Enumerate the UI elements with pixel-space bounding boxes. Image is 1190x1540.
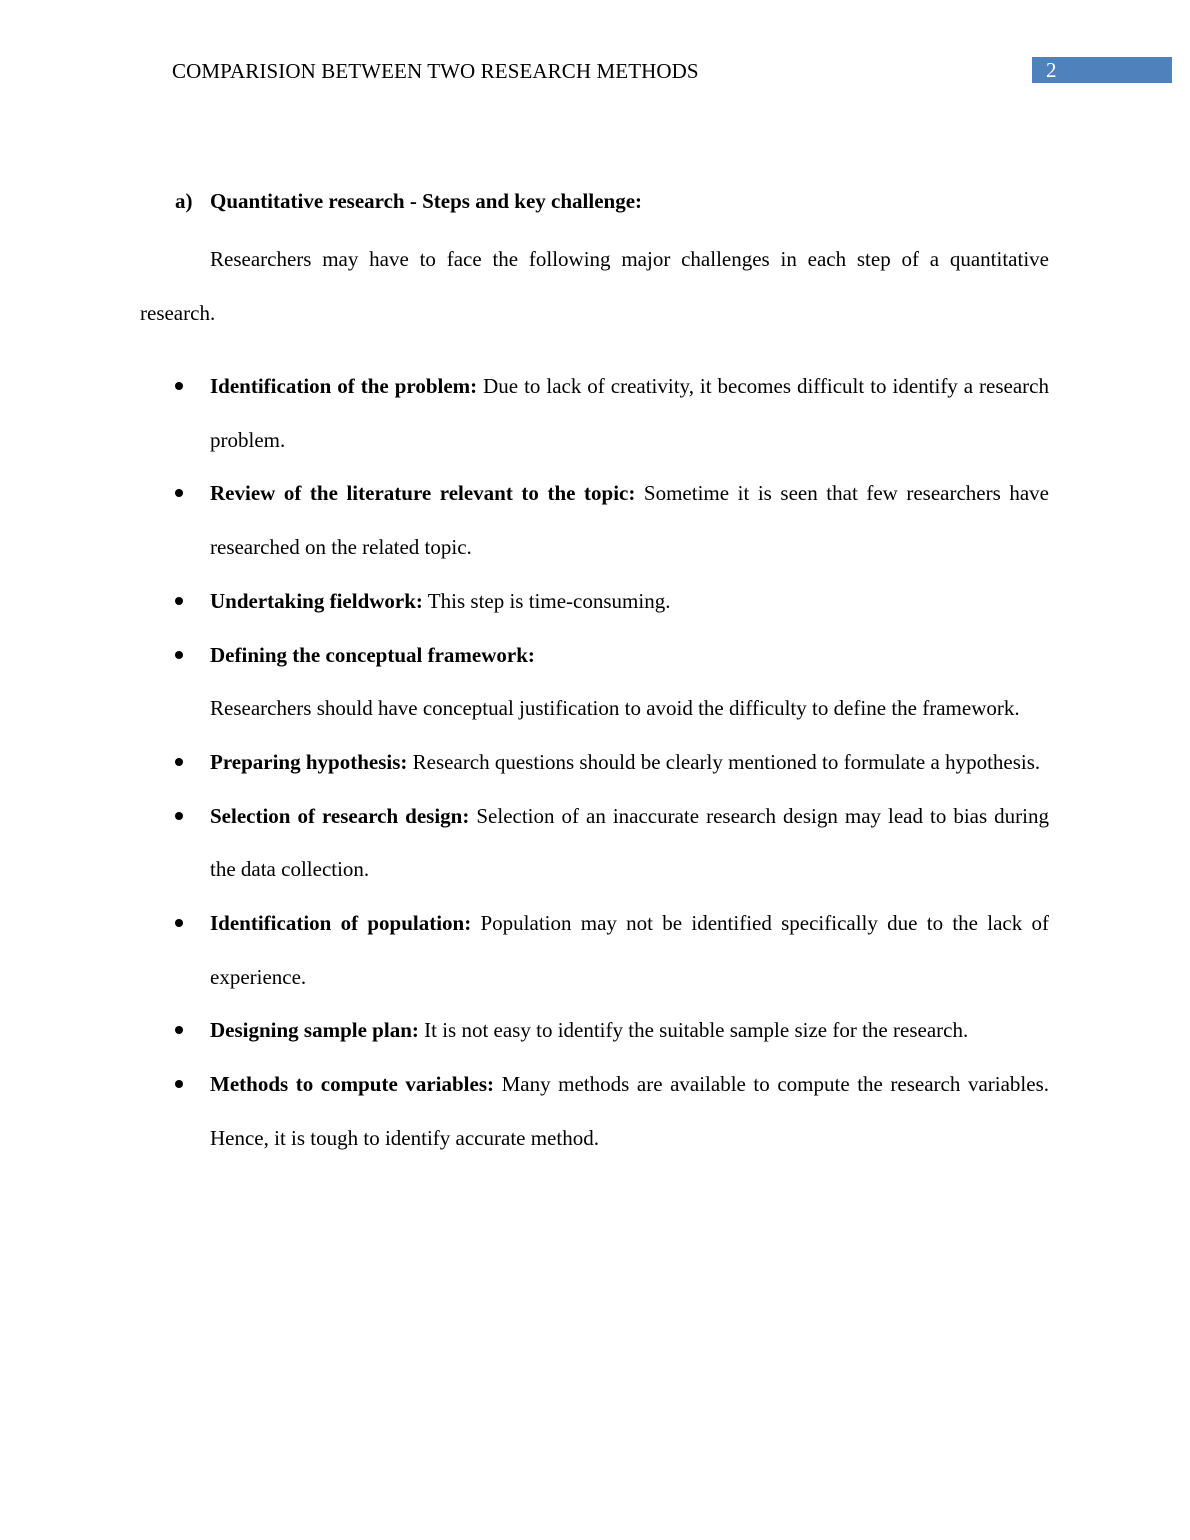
list-item (0, 1004, 1190, 1058)
list-item-title: Identification of population: (210, 911, 472, 936)
bullet-icon (175, 919, 183, 927)
list-item-text (210, 575, 1049, 629)
list-item-body: It is not easy to identify the suitable sample size for the research. (418, 1018, 969, 1043)
list-item (0, 467, 1190, 574)
list-item (0, 629, 1190, 736)
list-item-text (210, 1004, 1049, 1058)
page-number: 2 (1046, 58, 1057, 82)
list-item (0, 1058, 1190, 1165)
list-item-body: Sometime it is seen that few researchers have researched on the related topic. (210, 481, 1049, 560)
list-item-title: Undertaking fieldwork: (210, 588, 423, 613)
section-heading (0, 186, 1190, 216)
challenge-list (0, 360, 1190, 1166)
list-item (0, 360, 1190, 467)
bullet-icon (175, 758, 183, 766)
page-number-box (1032, 57, 1172, 83)
list-item-text (210, 790, 1049, 897)
section-title: Quantitative research - Steps and key challenge: (210, 189, 643, 213)
list-item-body: Research questions should be clearly mentioned to formulate a hypothesis. (407, 749, 1041, 774)
list-item-text (210, 897, 1049, 1004)
bullet-icon (175, 489, 183, 497)
list-item-title: Review of the literature relevant to the topic: (210, 481, 636, 506)
bullet-icon (175, 651, 183, 659)
list-item-title: Defining the conceptual framework: (210, 642, 535, 667)
list-item-body: Selection of an inaccurate research design may lead to bias during the data collection. (210, 803, 1049, 882)
list-item-continuation: Researchers should have conceptual justification to avoid the difficulty to define the framework. (210, 696, 1020, 721)
list-item-text (210, 736, 1049, 790)
list-item-text (210, 629, 1049, 683)
bullet-icon (175, 812, 183, 820)
intro-paragraph: Researchers may have to face the following major challenges in each step of a quantitative research. (140, 247, 1049, 325)
list-item-title: Methods to compute variables: (210, 1072, 495, 1097)
list-item-title: Preparing hypothesis: (210, 749, 408, 774)
list-item-body: This step is time-consuming. (422, 588, 671, 613)
list-item (0, 897, 1190, 1004)
bullet-icon (175, 1080, 183, 1088)
list-item-title: Selection of research design: (210, 803, 470, 828)
bullet-icon (175, 382, 183, 390)
list-item-text (210, 360, 1049, 467)
list-item-text (210, 467, 1049, 574)
list-item-text (210, 1058, 1049, 1165)
bullet-icon (175, 597, 183, 605)
section-letter: a) (175, 189, 193, 213)
list-item (0, 790, 1190, 897)
list-item-title: Identification of the problem: (210, 374, 478, 398)
list-item-title: Designing sample plan: (210, 1018, 419, 1043)
list-item (0, 575, 1190, 629)
list-item (0, 736, 1190, 790)
list-item-body: Many methods are available to compute the research variables. Hence, it is tough to identify accurate method. (210, 1072, 1049, 1150)
list-item-body: Population may not be identified specifically due to the lack of experience. (210, 911, 1049, 989)
bullet-icon (175, 1026, 183, 1034)
list-item-body: Due to lack of creativity, it becomes difficult to identify a research problem. (210, 374, 1049, 452)
running-header-title: COMPARISION BETWEEN TWO RESEARCH METHODS (172, 59, 699, 83)
